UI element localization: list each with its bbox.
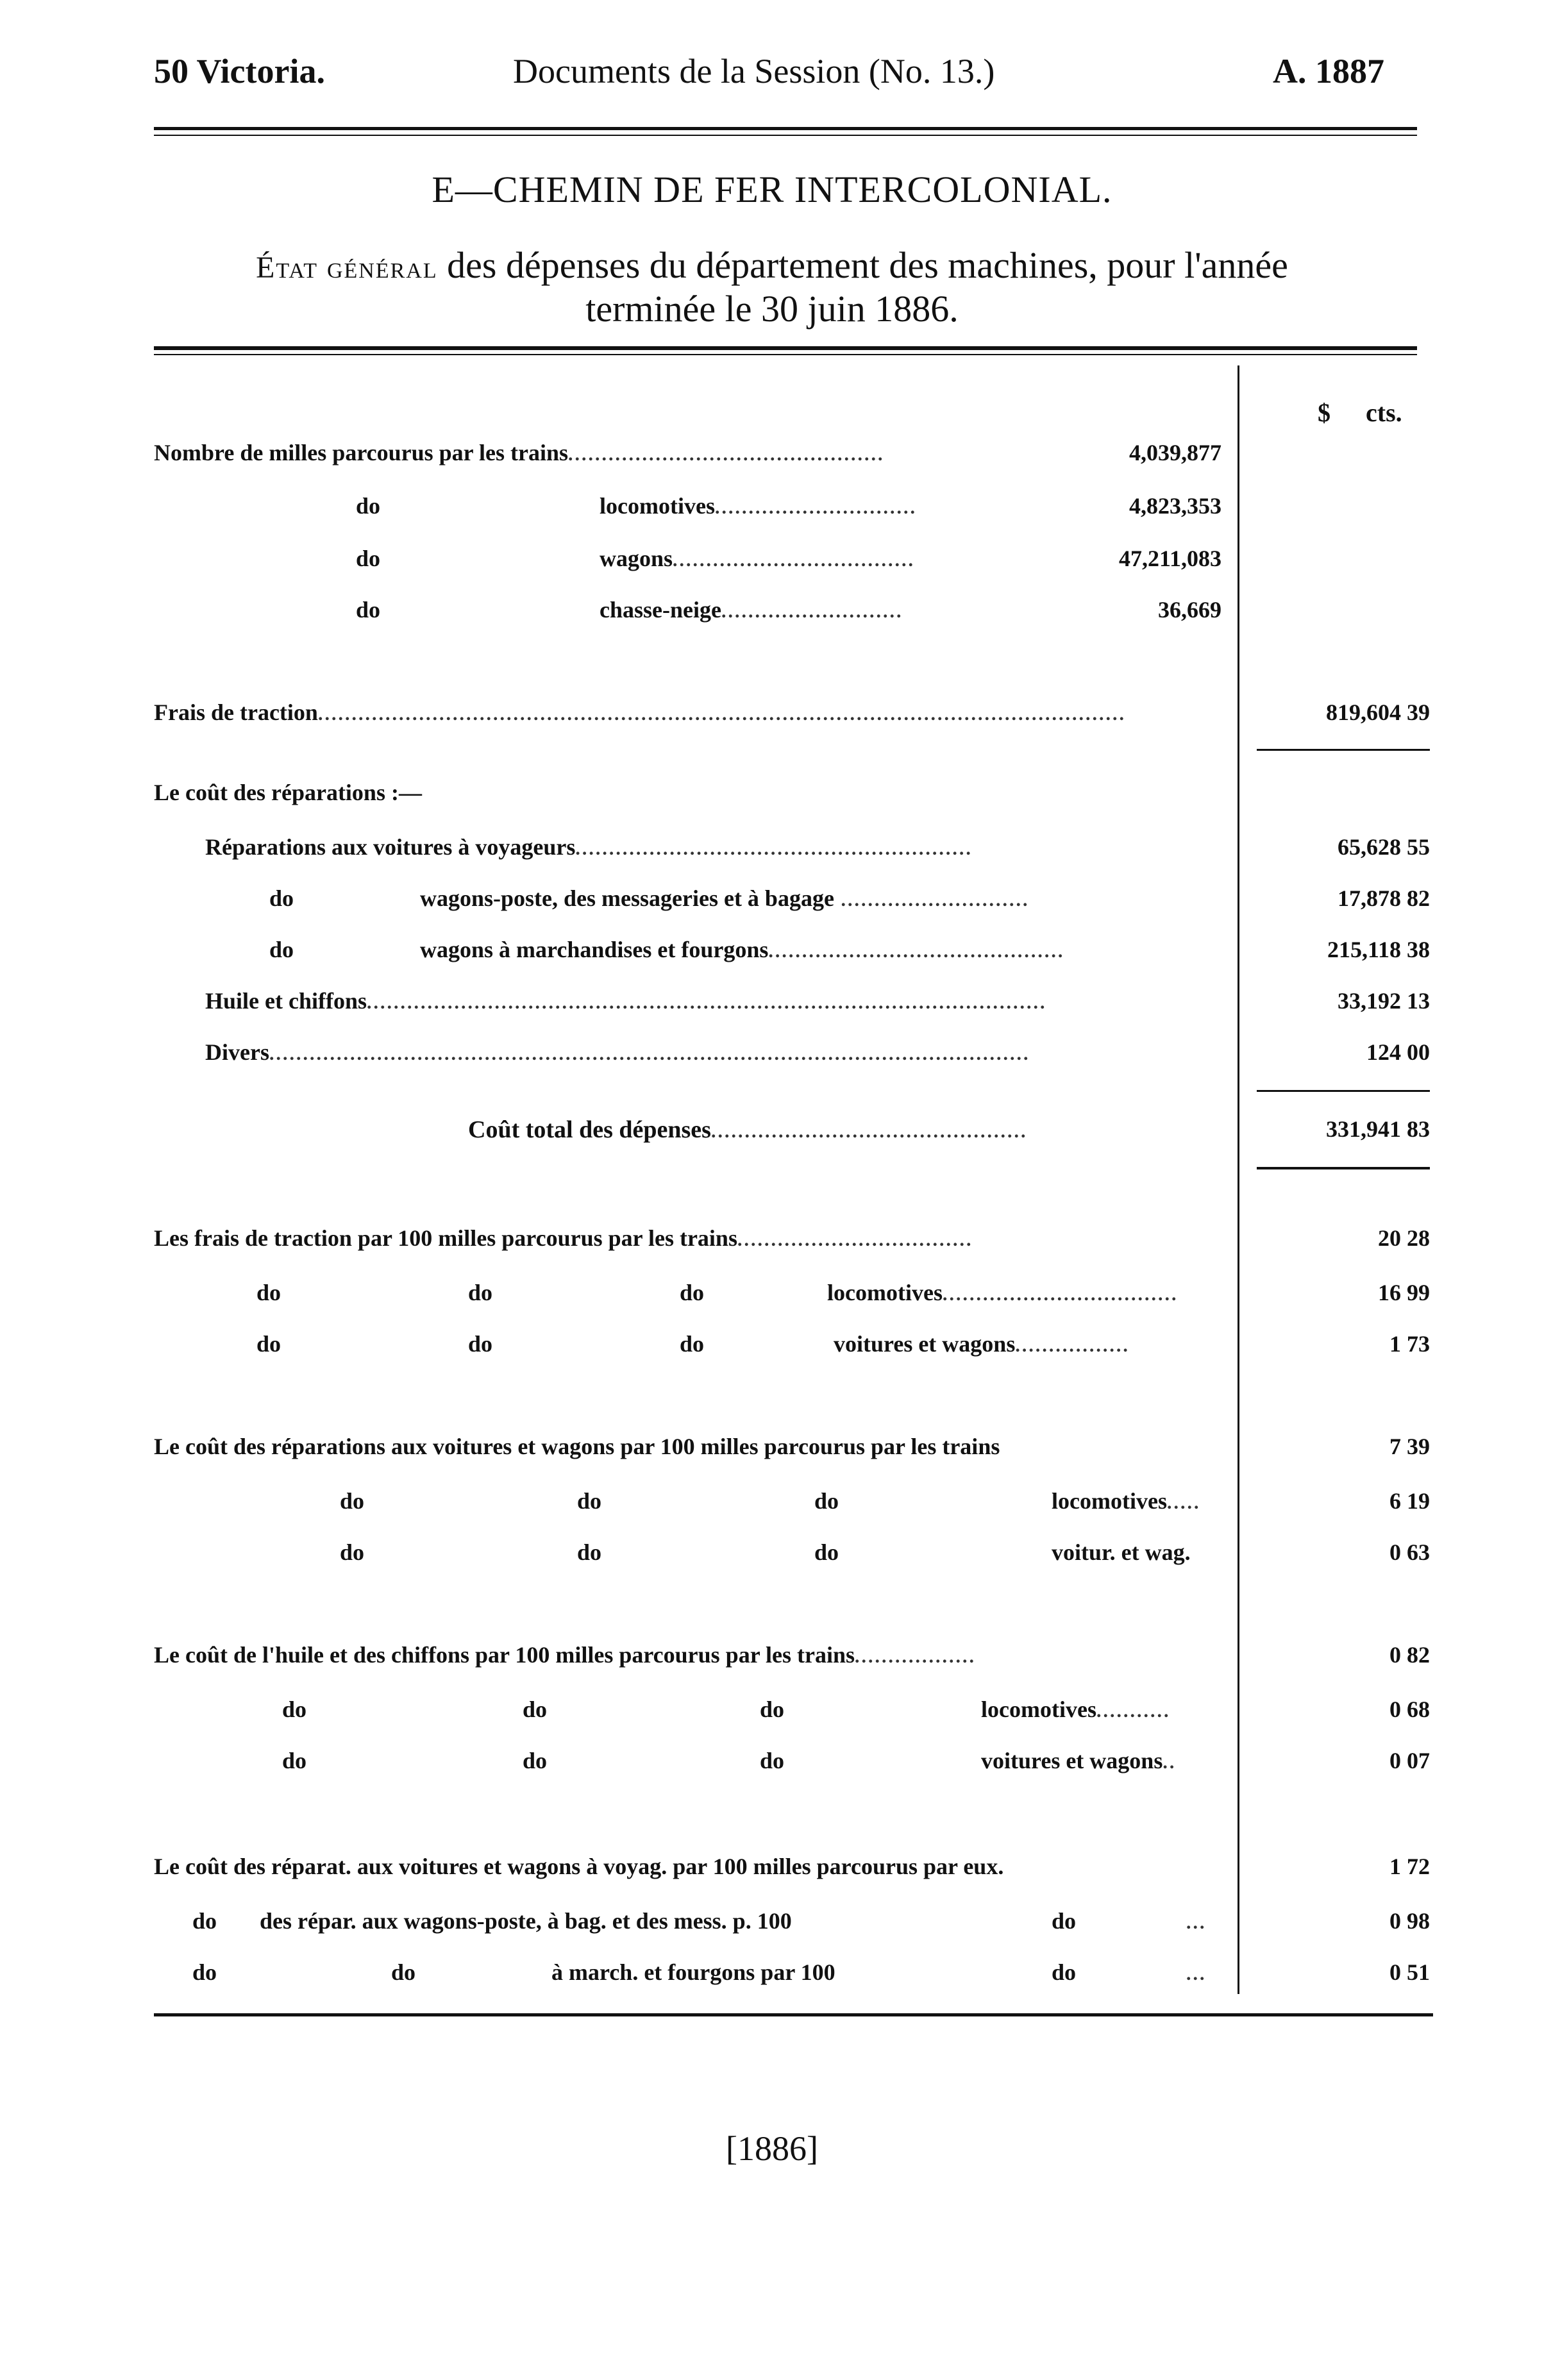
- table-top-rule-thin: [154, 354, 1417, 355]
- repairs-amount: 124 00: [1366, 1039, 1430, 1065]
- dollar-header: $: [1318, 398, 1330, 427]
- repairs-do: do: [269, 937, 294, 962]
- mileage-label-text: Nombre de milles parcourus par les trains: [154, 440, 568, 465]
- mileage-do: do: [356, 493, 381, 519]
- per100-do: do: [680, 1331, 705, 1357]
- header-rule: [154, 127, 1417, 130]
- per100-cars-row: des répar. aux wagons-poste, à bag. et des mess. p. 100: [260, 1908, 792, 1934]
- repairs-row: Huile et chiffons.....................................................................................................: [205, 988, 1047, 1014]
- repairs-row-label: Réparations aux voitures à voyageurs: [205, 834, 576, 860]
- per100-repairs-locomotives-text: locomotives: [1052, 1488, 1167, 1514]
- per100-do: do: [192, 1959, 217, 1985]
- per100-cars-row: à march. et fourgons par 100: [551, 1959, 835, 1985]
- per100-oil-amount: 0 07: [1389, 1748, 1430, 1773]
- repairs-row: wagons-poste, des messageries et à bagage ............................: [420, 885, 1030, 911]
- repairs-total-amount: 331,941 83: [1326, 1116, 1430, 1142]
- per100-traction-amount: 16 99: [1378, 1280, 1430, 1305]
- repairs-row: wagons à marchandises et fourgons............................................: [420, 937, 1065, 962]
- repairs-total-rule: [1257, 1167, 1430, 1169]
- per100-do: do: [391, 1959, 416, 1985]
- per100-traction-voitures-text: voitures et wagons: [834, 1331, 1016, 1357]
- amount-column-divider: [1238, 365, 1239, 1994]
- per100-do: do: [523, 1697, 548, 1722]
- per100-cars-amount: 0 98: [1389, 1908, 1430, 1934]
- repairs-amount: 215,118 38: [1327, 937, 1430, 962]
- mileage-do: do: [356, 597, 381, 623]
- per100-do: do: [814, 1539, 839, 1565]
- traction-amount: 819,604 39: [1326, 700, 1430, 725]
- per100-do: do: [1052, 1959, 1077, 1985]
- per100-cars-row: Le coût des réparat. aux voitures et wagons à voyag. par 100 milles parcourus par eux.: [154, 1854, 1004, 1879]
- mileage-trains-value: 4,039,877: [1129, 440, 1221, 465]
- per100-traction-amount: 1 73: [1389, 1331, 1430, 1357]
- header-center: Documents de la Session (No. 13.): [513, 52, 995, 90]
- mileage-wagons: wagons....................................: [600, 546, 916, 571]
- per100-repairs-locomotives: locomotives.....: [1052, 1488, 1201, 1514]
- per100-cars-dots: ...: [1186, 1912, 1207, 1933]
- per100-repairs-label: Le coût des réparations aux voitures et wagons par 100 milles parcourus par les trains: [154, 1434, 1000, 1459]
- per100-repairs-amount: 0 63: [1389, 1539, 1430, 1565]
- per100-cars-amount: 1 72: [1389, 1854, 1430, 1879]
- per100-do: do: [468, 1280, 493, 1305]
- table-top-rule: [154, 346, 1417, 350]
- per100-cars-amount: 0 51: [1389, 1959, 1430, 1985]
- per100-do: do: [340, 1539, 365, 1565]
- per100-do: do: [814, 1488, 839, 1514]
- per100-oil-locomotives-text: locomotives: [981, 1697, 1096, 1722]
- repairs-row-label: Divers: [205, 1039, 269, 1065]
- per100-cars-dots: ...: [1186, 1963, 1207, 1984]
- repairs-row-label: wagons-poste, des messageries et à bagage: [420, 885, 834, 911]
- table-bottom-rule: [154, 2013, 1433, 2016]
- subtitle-line1: [0, 244, 1544, 287]
- header-left: 50 Victoria.: [154, 52, 325, 90]
- per100-repairs-voitur: voitur. et wag.: [1052, 1539, 1191, 1565]
- per100-traction-label: Les frais de traction par 100 milles parcourus par les trains...................................: [154, 1225, 973, 1251]
- traction-label-text: Frais de traction: [154, 700, 318, 725]
- repairs-sum-rule: [1257, 1090, 1430, 1092]
- per100-do: do: [577, 1488, 602, 1514]
- repairs-total-label-text: Coût total des dépenses: [468, 1116, 711, 1143]
- repairs-total-label: Coût total des dépenses...............................................: [468, 1116, 1028, 1143]
- header-right: A. 1887: [1273, 52, 1384, 90]
- per100-do: do: [340, 1488, 365, 1514]
- per100-oil-label-text: Le coût de l'huile et des chiffons par 100 milles parcourus par les trains: [154, 1642, 855, 1668]
- subtitle-text: des dépenses du département des machines, pour l'année: [447, 244, 1288, 286]
- per100-do: do: [760, 1748, 785, 1773]
- per100-do: do: [468, 1331, 493, 1357]
- repairs-amount: 17,878 82: [1338, 885, 1430, 911]
- repairs-do: do: [269, 885, 294, 911]
- mileage-do: do: [356, 546, 381, 571]
- per100-oil-voitures-text: voitures et wagons: [981, 1748, 1163, 1773]
- per100-traction-locomotives: locomotives...................................: [827, 1280, 1179, 1305]
- per100-do: do: [680, 1280, 705, 1305]
- per100-oil-locomotives: locomotives...........: [981, 1697, 1171, 1722]
- per100-do: do: [282, 1697, 307, 1722]
- mileage-wagons-value: 47,211,083: [1118, 546, 1221, 571]
- per100-do: do: [523, 1748, 548, 1773]
- per100-traction-voitures: voitures et wagons.................: [834, 1331, 1130, 1357]
- per100-do: do: [192, 1908, 217, 1934]
- traction-label: Frais de traction........................................................................................................................: [154, 700, 1126, 725]
- per100-traction-amount: 20 28: [1378, 1225, 1430, 1251]
- section-title: E—CHEMIN DE FER INTERCOLONIAL.: [432, 169, 1112, 210]
- mileage-wagons-text: wagons: [600, 546, 673, 571]
- per100-oil-amount: 0 68: [1389, 1697, 1430, 1722]
- per100-oil-label: Le coût de l'huile et des chiffons par 100 milles parcourus par les trains..................: [154, 1642, 977, 1668]
- mileage-chasse-neige-text: chasse-neige: [600, 597, 721, 623]
- mileage-chasse-neige-value: 36,669: [1158, 597, 1221, 623]
- per100-traction-label-text: Les frais de traction par 100 milles parcourus par les trains: [154, 1225, 737, 1251]
- mileage-locomotives-value: 4,823,353: [1129, 493, 1221, 519]
- per100-oil-amount: 0 82: [1389, 1642, 1430, 1668]
- repairs-row-label: Huile et chiffons: [205, 988, 367, 1014]
- per100-do: do: [577, 1539, 602, 1565]
- repairs-row-label: wagons à marchandises et fourgons: [420, 937, 769, 962]
- page-footer: [1886]: [726, 2129, 818, 2168]
- cts-header: cts.: [1366, 398, 1402, 427]
- per100-do: do: [1052, 1908, 1077, 1934]
- per100-traction-locomotives-text: locomotives: [827, 1280, 943, 1305]
- per100-do: do: [256, 1331, 281, 1357]
- per100-do: do: [760, 1697, 785, 1722]
- repairs-amount: 65,628 55: [1338, 834, 1430, 860]
- per100-repairs-amount: 6 19: [1389, 1488, 1430, 1514]
- mileage-locomotives-text: locomotives: [600, 493, 715, 519]
- repairs-label: Le coût des réparations :—: [154, 780, 422, 805]
- per100-do: do: [282, 1748, 307, 1773]
- repairs-row: Réparations aux voitures à voyageurs...........................................................: [205, 834, 973, 860]
- header-rule-thin: [154, 135, 1417, 136]
- per100-repairs-amount: 7 39: [1389, 1434, 1430, 1459]
- subtitle-line2: terminée le 30 juin 1886.: [585, 288, 959, 330]
- repairs-amount: 33,192 13: [1338, 988, 1430, 1014]
- repairs-row: Divers.................................................................................................................: [205, 1039, 1030, 1065]
- mileage-locomotives: locomotives..............................: [600, 493, 917, 519]
- per100-oil-voitures: voitures et wagons..: [981, 1748, 1177, 1773]
- mileage-chasse-neige: chasse-neige...........................: [600, 597, 903, 623]
- traction-rule: [1257, 749, 1430, 751]
- per100-do: do: [256, 1280, 281, 1305]
- subtitle-etat: État général: [256, 251, 438, 285]
- mileage-label: Nombre de milles parcourus par les trains...............................................: [154, 440, 885, 465]
